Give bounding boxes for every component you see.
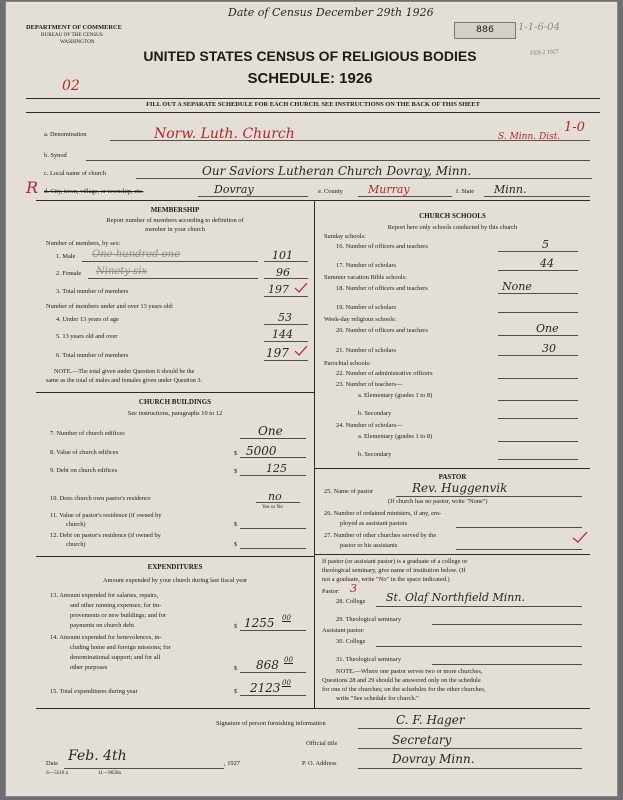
print-code: 11—9658a (98, 770, 121, 776)
assistant-pastor-label: Assistant pastor: (322, 627, 365, 634)
yes-no-hint: Yes or No (262, 504, 283, 510)
q30-label: 30. College (336, 638, 366, 645)
q23-label: 23. Number of teachers— (336, 381, 403, 388)
q17-label: 17. Number of scholars (336, 262, 396, 269)
q3-value: 197 (268, 283, 289, 296)
q18-label: 18. Number of officers and teachers (336, 285, 428, 292)
instruction-banner: FILL OUT A SEPARATE SCHEDULE FOR EACH CHURCH. SEE INSTRUCTIONS ON THE BACK OF THIS SHEET (146, 101, 480, 108)
pencil-code: 1-1-6-04 (518, 22, 560, 33)
summer-label: Summer vacation Bible schools: (324, 274, 407, 281)
q12-dollar: $ (234, 541, 238, 548)
q2-label: 2. Female (56, 270, 82, 277)
form-number-box: 886 (454, 22, 516, 39)
pastor-note-1: NOTE.—Where one pastor serves two or more churches, (336, 668, 483, 675)
q11-label-1: 11. Value of pastor's residence (if owned by (50, 512, 162, 519)
q14-cents: 00 (284, 656, 293, 664)
q25-note: (If church has no pastor, write "None") (388, 498, 488, 505)
buildings-heading: CHURCH BUILDINGS (138, 398, 212, 406)
q13-label-1: 13. Amount expended for salaries, repairs, (50, 592, 159, 599)
graduate-note-1: If pastor (or assistant pastor) is a graduate of a college or (322, 558, 468, 565)
q2-value: 96 (276, 266, 290, 279)
census-form-page (6, 2, 617, 796)
local-name-label: c. Local name of church (44, 170, 106, 177)
q14-label-4: other purposes (70, 664, 108, 671)
q16-value: 5 (542, 238, 549, 251)
q4-value: 53 (278, 311, 292, 324)
state-value: Minn. (494, 183, 527, 196)
schools-heading: CHURCH SCHOOLS (419, 212, 486, 220)
q27-label-1: 27. Number of other churches served by the (324, 532, 437, 539)
q5-label: 5. 13 years old and over (56, 333, 118, 340)
q13-label-2: and other running expenses; for im- (70, 602, 162, 609)
bureau-label: BUREAU OF THE CENSUS (41, 32, 103, 38)
q20-label: 20. Number of officers and teachers (336, 327, 428, 334)
q1-words: One hundred one (92, 249, 181, 260)
q13-value: 1255 (244, 616, 275, 630)
q23b-label: b. Secondary (358, 410, 392, 417)
date-value: Feb. 4th (68, 748, 127, 764)
official-title-label: Official title (306, 740, 338, 747)
parochial-label: Parochial schools: (324, 360, 371, 367)
red-check-icon (572, 530, 588, 544)
q17-value: 44 (540, 257, 554, 270)
red-mark-3: 3 (350, 582, 357, 595)
graduate-note-3: not a graduate, write "No" in the space indicated.) (322, 576, 450, 583)
q15-label: 15. Total expenditures during year (50, 688, 138, 695)
district-value: S. Minn. Dist. (498, 132, 561, 142)
sunday-label: Sunday schools: (324, 233, 366, 240)
q7-value: One (258, 424, 283, 438)
q4-label: 4. Under 13 years of age (56, 316, 119, 323)
margin-mark-r: R (26, 178, 39, 197)
q9-label: 9. Debt on church edifices (50, 467, 118, 474)
received-stamp: FEB 2 1927 (529, 49, 560, 57)
q16-label: 16. Number of officers and teachers (336, 243, 428, 250)
q10-label: 10. Does church own pastor's residence (50, 495, 151, 502)
official-title-value: Secretary (392, 733, 452, 747)
red-mark-02: 02 (62, 78, 80, 94)
pastor-note-3: for one of the churches; on the schedules for the other churches, (322, 686, 486, 693)
q6-value: 197 (266, 346, 289, 360)
q12-label-1: 12. Debt on pastor's residence (if owned by (50, 532, 161, 539)
membership-note-2: same as the total of males and females given under Question 3. (46, 377, 203, 384)
membership-sub2: member in your church (145, 226, 205, 233)
q13-label-3: provements or new buildings; and for (70, 612, 167, 619)
q6-label: 6. Total number of members (56, 352, 129, 359)
census-date-handwritten: Date of Census December 29th 1926 (228, 6, 434, 19)
date-year: , 1927 (224, 760, 240, 767)
schedule-title: SCHEDULE: 1926 (247, 70, 373, 87)
membership-heading: MEMBERSHIP (150, 206, 200, 214)
q26-label-2: ployed as assistant pastors (340, 520, 408, 527)
q7-label: 7. Number of church edifices (50, 430, 125, 437)
weekday-label: Week-day religious schools: (324, 316, 397, 323)
q14-label-1: 14. Amount expended for benevolences, in- (50, 634, 162, 641)
q11-dollar: $ (234, 521, 238, 528)
graduate-note-2: theological seminary, give name of institution below. (If (322, 567, 466, 574)
q1-value: 101 (272, 249, 293, 262)
q14-label-2: cluding home and foreign missions; for (70, 644, 171, 651)
dept-label: DEPARTMENT OF COMMERCE (26, 24, 122, 31)
q5-value: 144 (272, 328, 293, 341)
q14-dollar: $ (234, 665, 238, 672)
synod-label: b. Synod (44, 152, 67, 159)
city-label: d. City, town, village, or township, etc. (44, 188, 144, 195)
q25-value: Rev. Huggenvik (412, 481, 508, 495)
pastor-heading: PASTOR (438, 473, 467, 481)
q18-value: None (502, 280, 532, 293)
q19-label: 19. Number of scholars (336, 304, 396, 311)
po-address-label: P. O. Address (302, 760, 337, 767)
pastor-note-2: Questions 28 and 29 should be answered only on the schedule (322, 677, 481, 684)
schools-sub: Report here only schools conducted by this church (387, 224, 518, 231)
q29-label: 29. Theological seminary (336, 616, 402, 623)
date-label: Date (46, 760, 59, 767)
q10-value: no (268, 490, 282, 503)
red-check-icon (294, 282, 308, 294)
q20-value: One (536, 322, 559, 335)
form-title: UNITED STATES CENSUS OF RELIGIOUS BODIES (143, 48, 477, 64)
q13-cents: 00 (282, 614, 291, 622)
q31-label: 31. Theological seminary (336, 656, 402, 663)
by-sex-label: Number of members, by sex: (46, 240, 121, 247)
q14-label-3: denominational support; and for all (70, 654, 161, 661)
denomination-value: Norw. Luth. Church (154, 126, 295, 142)
q27-label-2: pastor or his assistants (340, 542, 398, 549)
q23a-label: a. Elementary (grades 1 to 8) (358, 392, 433, 399)
q1-label: 1. Male (56, 253, 76, 260)
q13-label-4: payments on church debt (70, 622, 135, 629)
state-label: f. State (456, 188, 475, 195)
q22-label: 22. Number of administrative officers (336, 370, 433, 377)
pastor-note-4: write "See schedule for church." (336, 695, 419, 702)
membership-sub1: Report number of members according to definition of (106, 217, 244, 224)
q25-label: 25. Name of pastor (324, 488, 373, 495)
age-intro-label: Number of members under and over 13 years old: (46, 303, 174, 310)
form-code: S—5518 a (46, 770, 69, 776)
q26-label-1: 26. Number of ordained ministers, if any, em- (324, 510, 442, 517)
q13-dollar: $ (234, 623, 238, 630)
q8-dollar: $ (234, 450, 238, 457)
q15-dollar: $ (234, 688, 238, 695)
q9-dollar: $ (234, 468, 238, 475)
po-address-value: Dovray Minn. (392, 752, 475, 766)
q9-value: 125 (266, 462, 287, 475)
signature-value: C. F. Hager (396, 713, 465, 727)
q8-value: 5000 (246, 444, 277, 458)
q12-label-2: church) (66, 541, 86, 548)
q28-label: 28. College (336, 598, 366, 605)
q14-value: 868 (256, 658, 279, 672)
county-label: e. County (318, 188, 343, 195)
county-value: Murray (368, 183, 410, 196)
q24a-label: a. Elementary (grades 1 to 8) (358, 433, 433, 440)
q8-label: 8. Value of church edifices (50, 449, 119, 456)
red-id-code: 1-0 (564, 120, 585, 135)
q24-label: 24. Number of scholars— (336, 422, 403, 429)
buildings-sub: See instructions, paragraphs 10 to 12 (127, 410, 223, 417)
red-check-icon (294, 345, 308, 357)
q28-value: St. Olaf Northfield Minn. (386, 591, 525, 604)
pastor-sub-label: Pastor: (322, 588, 340, 595)
expenditures-heading: EXPENDITURES (147, 563, 203, 571)
q3-label: 3. Total number of members (56, 288, 129, 295)
q21-value: 30 (542, 342, 556, 355)
city-label: WASHINGTON (60, 39, 95, 45)
expenditures-sub: Amount expended by your church during last fiscal year (102, 577, 248, 584)
signature-label: Signature of person furnishing information (216, 720, 326, 727)
q15-cents: 00 (282, 679, 291, 687)
q21-label: 21. Number of scholars (336, 347, 396, 354)
denomination-label: a. Denomination (44, 131, 87, 138)
local-name-value: Our Saviors Lutheran Church Dovray, Minn. (202, 164, 472, 178)
membership-note-1: NOTE.—The total given under Question 6 should be the (54, 368, 195, 375)
q24b-label: b. Secondary (358, 451, 392, 458)
q2-words: Ninety six (96, 266, 148, 277)
q11-label-2: church) (66, 521, 86, 528)
q15-value: 2123 (250, 681, 281, 695)
city-value: Dovray (214, 183, 254, 196)
